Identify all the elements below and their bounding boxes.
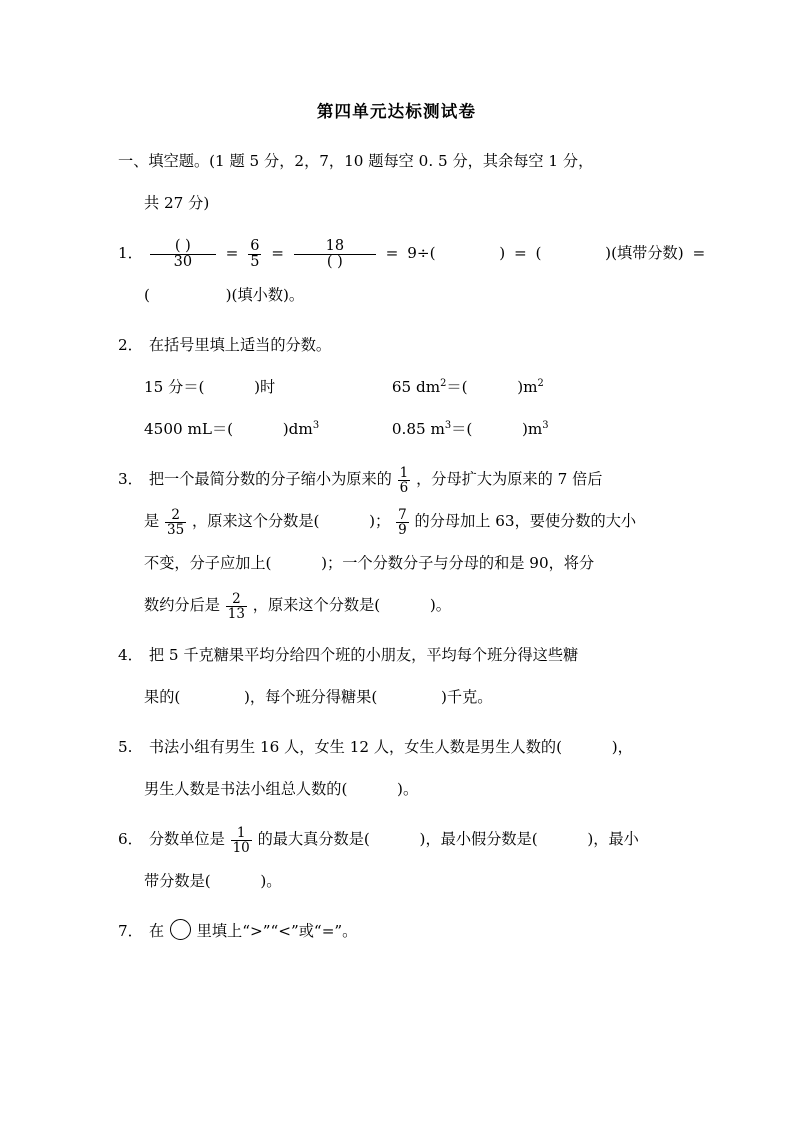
equals-sign-4: = — [513, 244, 527, 262]
question-3-seg2: ，分母扩大为原来的 7 倍后 — [416, 470, 603, 488]
mixed-number-label: )(填带分数) — [605, 244, 684, 262]
question-4-text1: 把 5 千克糖果平均分给四个班的小朋友，平均每个班分得这些糖 — [148, 646, 579, 664]
conversion-ml-to-dm3: 4500 mL＝( )$dm^3$ — [144, 419, 320, 438]
question-6-number: 6． — [118, 830, 143, 848]
question-7-number: 7． — [118, 922, 143, 940]
fraction-one-tenth: $\frac{1}{10}$ — [232, 824, 250, 856]
equals-sign-3: = — [385, 244, 399, 262]
question-3-seg3: 是 — [144, 512, 160, 530]
question-3 — [118, 458, 684, 626]
close-paren-1: ) — [499, 244, 506, 262]
question-5-line2 — [118, 768, 684, 810]
question-1-line2 — [118, 274, 684, 316]
question-6-line2 — [118, 860, 684, 902]
open-paren-2: ( — [535, 244, 542, 262]
question-4-line1 — [118, 634, 684, 676]
question-3-seg10: ，原来这个分数是( — [252, 596, 381, 614]
question-4 — [118, 634, 684, 718]
section-one-line1: 一、填空题。(1 题 5 分，2，7，10 题每空 0. 5 分，其余每空 1 分， — [118, 152, 594, 170]
fraction-one-sixth: $\frac{1}{6}$ — [399, 464, 409, 496]
question-3-number: 3． — [118, 470, 143, 488]
question-3-seg5: )； — [369, 512, 391, 530]
question-4-text2a: 果的( — [144, 688, 181, 706]
section-one-line2: 共 27 分) — [144, 194, 210, 212]
question-5-text2a: 男生人数是书法小组总人数的( — [144, 780, 348, 798]
question-6-seg6: )。 — [260, 872, 282, 890]
question-2-prompt-line — [118, 324, 684, 366]
question-2 — [118, 324, 684, 450]
fraction-six-fifths: $\frac{6}{5}$ — [250, 237, 260, 270]
fraction-18-over-blank: $\frac{18}{( )}$ — [294, 239, 376, 270]
question-4-line2 — [118, 676, 684, 718]
conversion-m3-to-m3: 0.85 $m^3=$( )$m^3$ — [391, 419, 549, 438]
question-6-seg2: 的最大真分数是( — [257, 830, 370, 848]
conversion-dm2-to-m2: 65 $dm^2=$( )$m^2$ — [391, 377, 544, 396]
question-3-seg8: )；一个分数分子与分母的和是 90，将分 — [321, 554, 595, 572]
question-6-seg5: 带分数是( — [144, 872, 211, 890]
circle-icon[interactable] — [170, 919, 191, 940]
question-6-seg3: )，最小假分数是( — [419, 830, 538, 848]
question-4-text2b: )，每个班分得糖果( — [243, 688, 378, 706]
question-3-seg9: 数约分后是 — [144, 596, 220, 614]
question-6-line1 — [118, 818, 684, 860]
question-3-seg4: ，原来这个分数是( — [192, 512, 320, 530]
question-4-text2c: )千克。 — [440, 688, 493, 706]
page-title: 第四单元达标测试卷 — [316, 102, 477, 121]
fraction-two-thirteenths: $\frac{2}{13}$ — [227, 590, 245, 622]
equals-sign-1: = — [225, 244, 239, 262]
question-3-line2 — [118, 500, 684, 542]
question-7 — [118, 910, 684, 952]
question-6-seg1: 分数单位是 — [148, 830, 225, 848]
question-7-line1 — [118, 910, 684, 952]
question-5 — [118, 726, 684, 810]
fraction-seven-ninths: $\frac{7}{9}$ — [398, 506, 407, 538]
question-2-number: 2． — [118, 336, 143, 354]
question-2-row2 — [118, 408, 684, 450]
question-5-text1a: 书法小组有男生 16 人，女生 12 人，女生人数是男生人数的( — [148, 738, 563, 756]
question-1-line1 — [118, 232, 706, 274]
question-5-text2b: )。 — [397, 780, 419, 798]
question-7-seg1: 在 — [148, 922, 165, 940]
question-1 — [118, 232, 706, 316]
question-5-number: 5. — [118, 738, 133, 756]
open-paren-3: ( — [144, 286, 150, 304]
fraction-blank-over-30: $\frac{( )}{30}$ — [150, 239, 216, 270]
question-3-seg7: 不变，分子应加上( — [144, 554, 272, 572]
question-3-seg6: 的分母加上 63，要使分数的大小 — [414, 512, 637, 530]
question-3-line1 — [118, 458, 684, 500]
worksheet-body — [118, 140, 706, 960]
divide-expression: 9÷( — [407, 244, 436, 262]
question-6-seg4: )，最小 — [587, 830, 639, 848]
question-3-line4 — [118, 584, 684, 626]
equals-sign-2: = — [271, 244, 285, 262]
question-3-seg11: )。 — [429, 596, 451, 614]
question-2-prompt: 在括号里填上适当的分数。 — [148, 336, 332, 354]
question-2-row1 — [118, 366, 684, 408]
question-3-seg1: 把一个最简分数的分子缩小为原来的 — [148, 470, 392, 488]
equals-sign-5: = — [692, 244, 706, 262]
conversion-minutes-to-hours: 15 分＝( )时 — [144, 378, 276, 396]
question-6 — [118, 818, 684, 902]
decimal-label: )(填小数)。 — [225, 286, 305, 304]
question-5-text1b: )， — [611, 738, 633, 756]
question-5-line1 — [118, 726, 684, 768]
fraction-two-thirtyfifths: $\frac{2}{35}$ — [167, 506, 185, 538]
question-4-number: 4． — [118, 646, 143, 664]
section-one-heading — [118, 140, 684, 224]
question-3-line3 — [118, 542, 684, 584]
question-1-number: 1． — [118, 244, 143, 262]
question-7-seg2: 里填上“>”“<”或“=”。 — [196, 922, 358, 940]
